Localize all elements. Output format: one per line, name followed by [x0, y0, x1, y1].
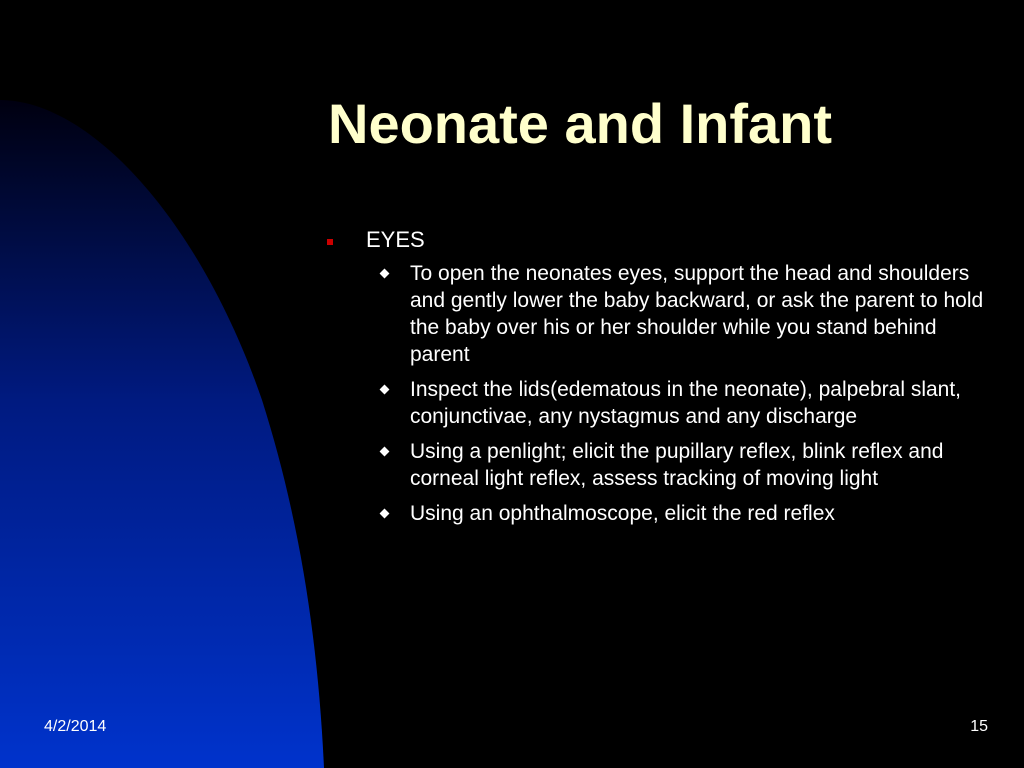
slide-content: [322, 226, 994, 535]
diamond-bullet-icon: [380, 269, 390, 279]
footer-date: 4/2/2014: [44, 718, 107, 735]
diamond-bullet-icon: [380, 509, 390, 519]
bullet-eyes-label: EYES: [366, 227, 425, 252]
diamond-bullet-icon: [380, 385, 390, 395]
sub-bullet-inspect-lids: [322, 376, 994, 430]
sub-bullet-open-eyes: [322, 260, 994, 368]
slide-number: 15: [970, 718, 988, 735]
sub-bullet-penlight: [322, 438, 994, 492]
sub-bullet-text: Inspect the lids(edematous in the neonate), palpebral slant, conjunctivae, any nystagmus and any discharge: [410, 378, 962, 428]
sub-bullet-ophthalmoscope: [322, 500, 994, 527]
bullet-eyes: [322, 226, 994, 254]
slide-title: Neonate and Infant: [328, 92, 833, 155]
square-bullet-icon: [327, 239, 333, 245]
eyes-sub-list: [322, 260, 994, 527]
sub-bullet-text: Using a penlight; elicit the pupillary reflex, blink reflex and corneal light reflex, assess tracking of moving light: [410, 440, 944, 490]
diamond-bullet-icon: [380, 447, 390, 457]
sub-bullet-text: Using an ophthalmoscope, elicit the red reflex: [410, 502, 835, 525]
sub-bullet-text: To open the neonates eyes, support the head and shoulders and gently lower the baby backward, or ask the parent to hold the baby over his or her shoulder while you stand behind parent: [410, 262, 984, 366]
